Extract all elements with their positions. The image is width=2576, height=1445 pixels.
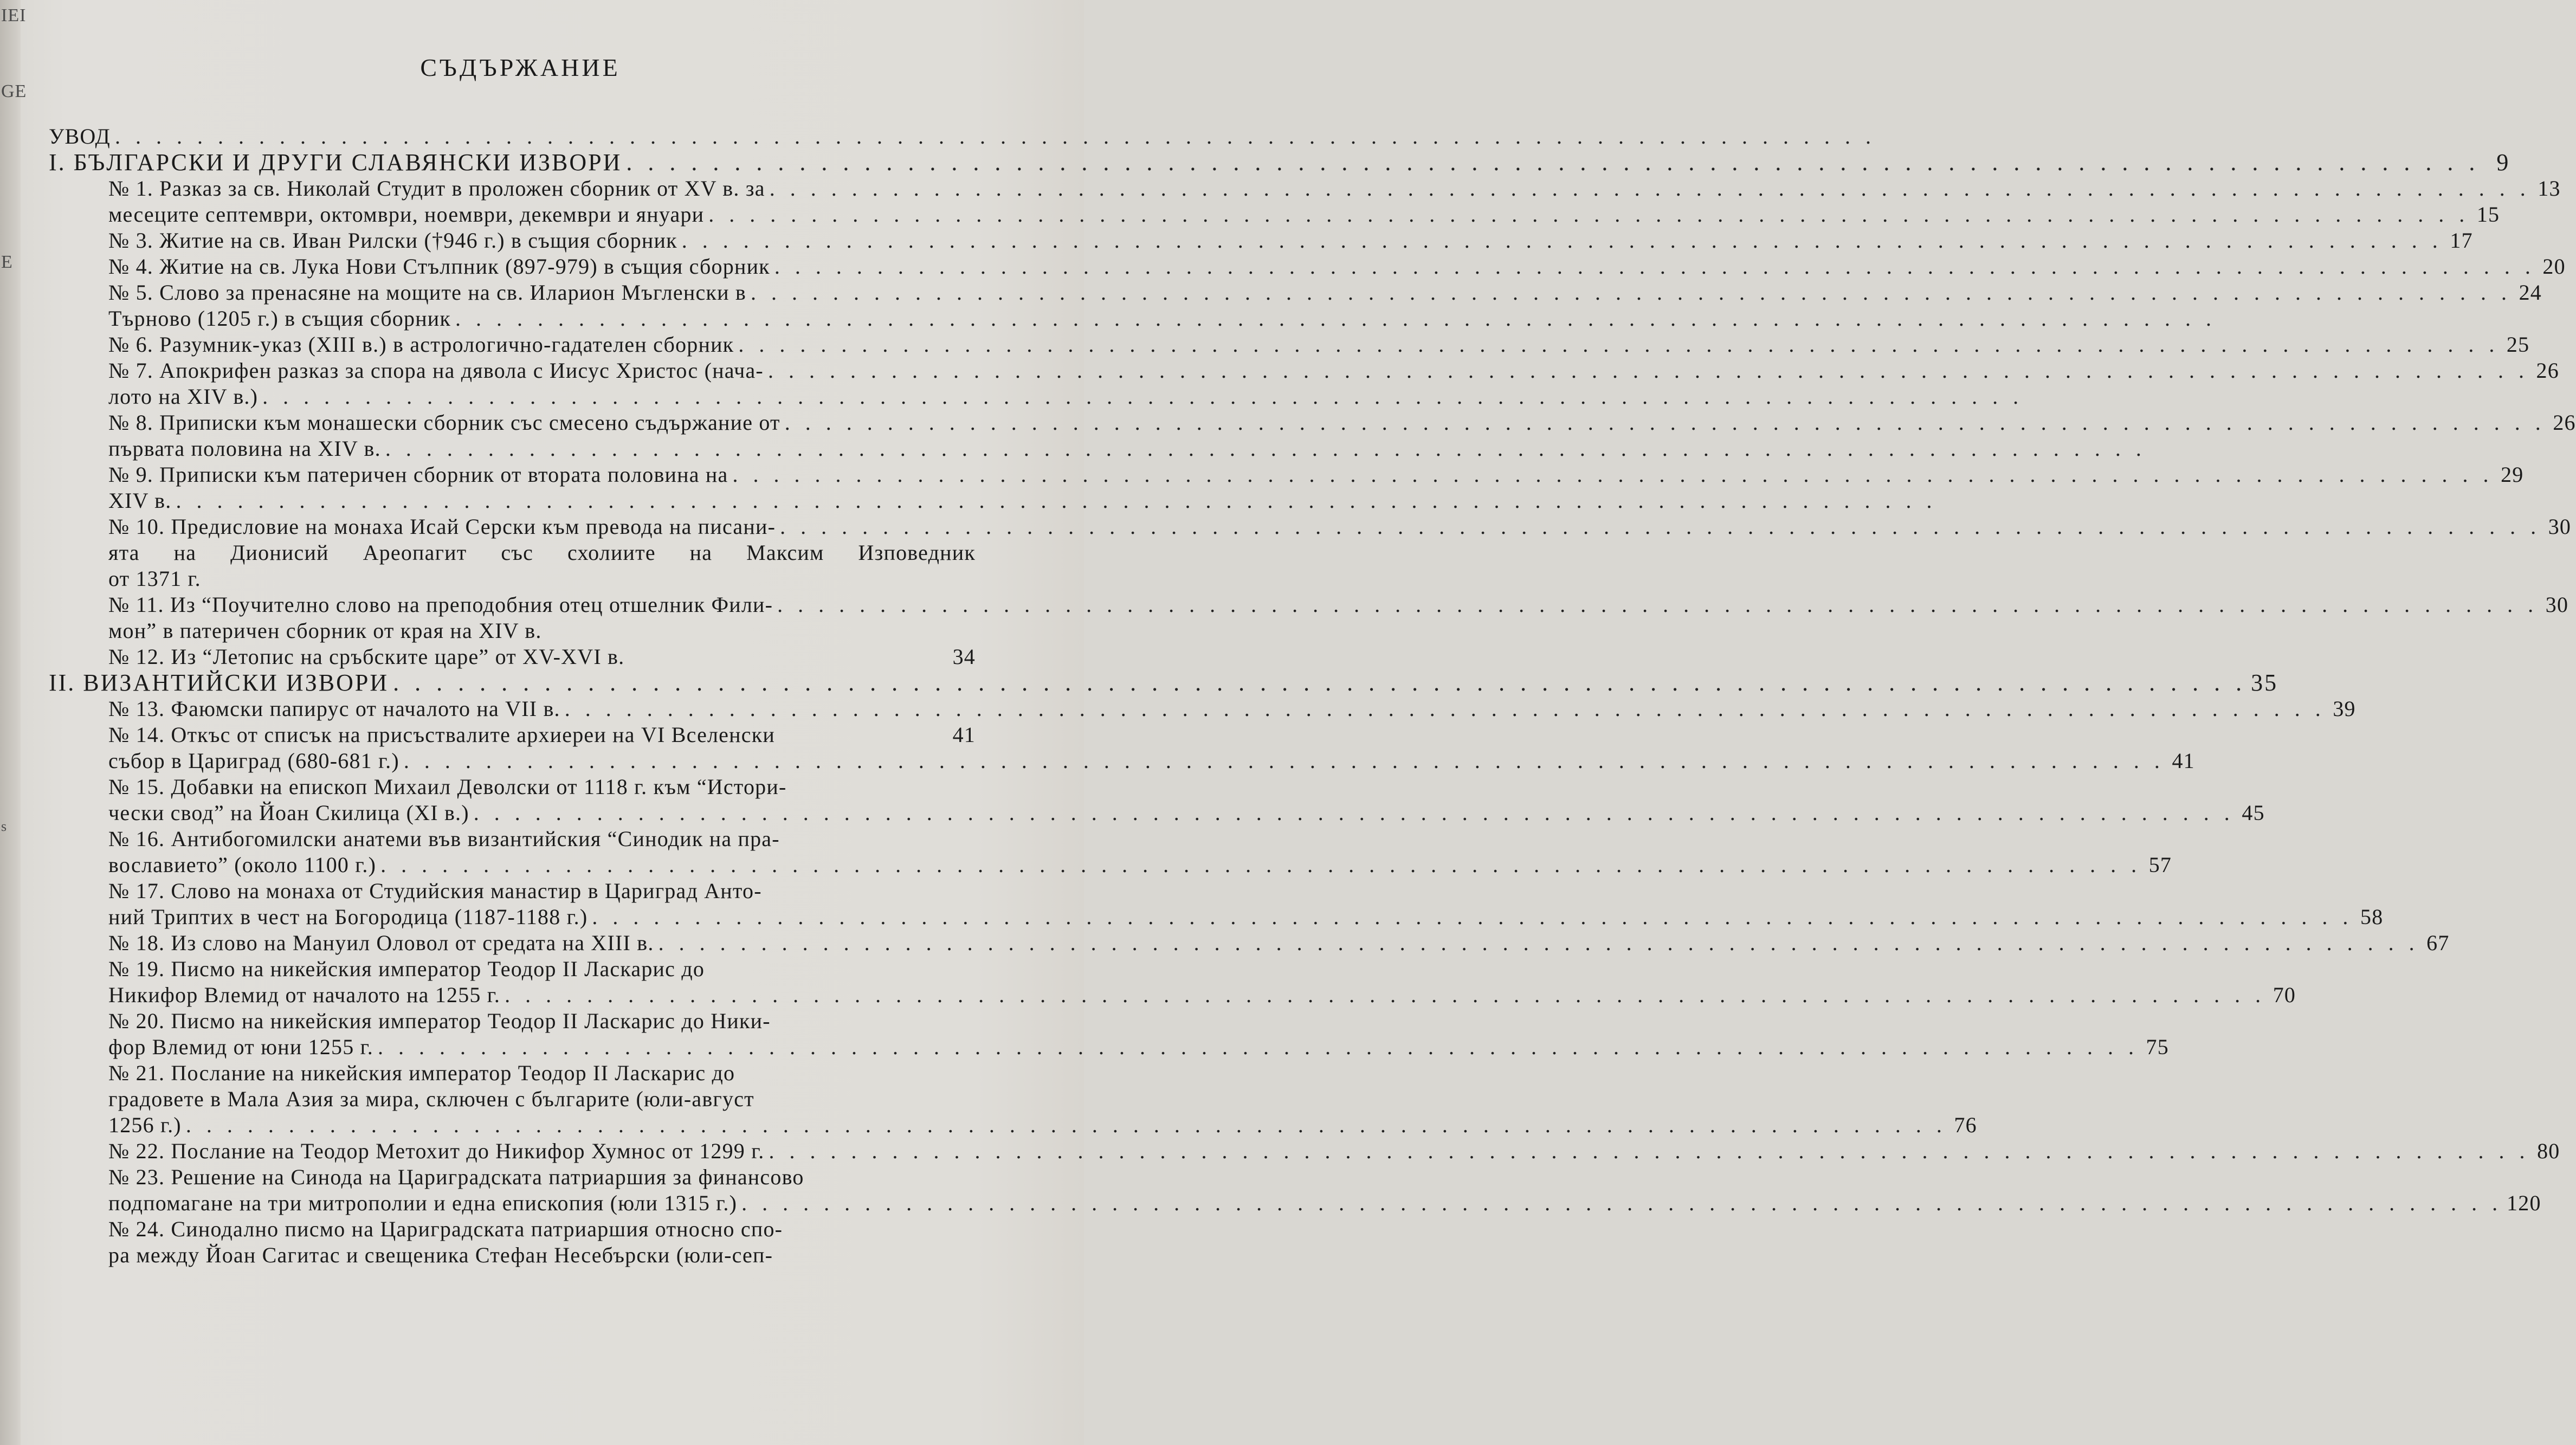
dot-leader: . . . . . . . . . . . . . . . . . . . . . . . . . . . . . . . . . . . . . . . . . . . . . . . . . . . . . . . . . . . . . . . . . . . . . . . . . . . . . . . . . . . . . . <box>262 384 2024 409</box>
toc-entry-text: № 20. Писмо на никейския император Теодор II Ласкарис до Ники- <box>108 1009 771 1033</box>
toc-page-number: 70 <box>2272 983 2296 1007</box>
toc-entry-text: № 23. Решение на Синода на Цариградската патриаршия за финансово <box>108 1165 804 1189</box>
adjacent-page-fragment: GE <box>1 81 27 101</box>
toc-entry-text: ята на Дионисий Ареопагит със схолиите на Максим Изповедник <box>108 540 976 565</box>
toc-entry-text: I. БЪЛГАРСКИ И ДРУГИ СЛАВЯНСКИ ИЗВОРИ <box>49 149 622 176</box>
toc-entry <box>38 644 976 670</box>
toc-page-number: 15 <box>2476 202 2500 227</box>
toc-entry-text: ний Триптих в чест на Богородица (1187-1188 г.) <box>108 905 588 929</box>
toc-entry-text: вославието” (около 1100 г.) <box>108 853 377 877</box>
dot-leader: . . . . . . . . . . . . . . . . . . . . . . . . . . . . . . . . . . . . . . . . . . . . . . . . . . . . . . . . . . . . . . . . . . . . . . . . . . . . . . . . . . . . . . <box>658 931 2419 955</box>
toc-entry <box>38 149 2510 176</box>
toc-entry <box>38 800 2265 826</box>
toc-page-number: 29 <box>2501 462 2524 487</box>
toc-page-number: 30 <box>2545 592 2569 617</box>
dot-leader: . . . . . . . . . . . . . . . . . . . . . . . . . . . . . . . . . . . . . . . . . . . . . . . . . . . . . . . . . . . . . . . . . . . . . . . . . . . . . . . . . . . . . . <box>403 749 2165 773</box>
toc-entry-text: № 19. Писмо на никейския император Теодор II Ласкарис до <box>108 957 705 981</box>
toc-page-number: 26 <box>2553 410 2576 435</box>
toc-page-number: 13 <box>2538 176 2561 201</box>
toc-entry <box>38 566 976 592</box>
dot-leader: . . . . . . . . . . . . . . . . . . . . . . . . . . . . . . . . . . . . . . . . . . . . . . . . . . . . . . . . . . . . . . . . . . . . . . . . . . . . . . . . . . . . . . <box>626 149 2480 176</box>
toc-entry-text: чески свод” на Йоан Скилица (XI в.) <box>108 801 469 825</box>
toc-entry-text: № 5. Слово за пренасяне на мощите на св. Иларион Мъгленски в <box>108 280 746 305</box>
dot-leader: . . . . . . . . . . . . . . . . . . . . . . . . . . . . . . . . . . . . . . . . . . . . . . . . . . . . . . . . . . . . . . . . . . . . . . . . . . . . . . . . . . . . . . <box>769 1139 2530 1163</box>
dot-leader: . . . . . . . . . . . . . . . . . . . . . . . . . . . . . . . . . . . . . . . . . . . . . . . . . . . . . . . . . . . . . . . . . . . . . . . . . . . . . . . . . . . . . . <box>176 488 1937 513</box>
toc-entry <box>38 332 2530 358</box>
toc-entry <box>38 722 976 748</box>
toc-page-number: 25 <box>2506 332 2530 357</box>
toc-entry <box>38 930 2450 956</box>
dot-leader: . . . . . . . . . . . . . . . . . . . . . . . . . . . . . . . . . . . . . . . . . . . . . . . . . . . . . . . . . . . . . . . . . . . . . . . . . . . . . . . . . . . . . . <box>741 1191 2503 1215</box>
toc-entry <box>38 176 2561 202</box>
dot-leader: . . . . . . . . . . . . . . . . . . . . . . . . . . . . . . . . . . . . . . . . . . . . . . . . . . . . . . . . . . . . . . . . . . . . . . . . . . . . . . . . . . . . . . <box>393 669 2247 696</box>
toc-entry-text: № 7. Апокрифен разказ за спора на дявола с Иисус Христос (нача- <box>108 358 764 383</box>
toc-entry-text: № 21. Послание на никейския император Теодор II Ласкарис до <box>108 1061 735 1085</box>
toc-entry-text: № 6. Разумник-указ (XIII в.) в астрологично-гадателен сборник <box>108 332 734 357</box>
toc-entry <box>38 254 2566 280</box>
toc-entry-text: XIV в. <box>108 488 172 513</box>
dot-leader: . . . . . . . . . . . . . . . . . . . . . . . . . . . . . . . . . . . . . . . . . . . . . . . . . . . . . . . . . . . . . . . . . . . . . . . . . . . . . . . . . . . . . . <box>708 202 2470 227</box>
toc-entry-text: подпомагане на три митрополии и една епископия (юли 1315 г.) <box>108 1191 738 1215</box>
toc-entry <box>38 1034 2169 1060</box>
toc-entry-text: № 1. Разказ за св. Николай Студит в проложен сборник от XV в. за <box>108 176 765 201</box>
table-of-contents <box>38 124 2576 1268</box>
toc-entry-text: Търново (1205 г.) в същия сборник <box>108 306 451 331</box>
toc-entry-text: № 3. Житие на св. Иван Рилски (†946 г.) в същия сборник <box>108 228 677 253</box>
toc-page-number: 57 <box>2148 853 2172 877</box>
toc-entry-text: от 1371 г. <box>108 566 201 591</box>
toc-entry <box>38 696 2356 722</box>
toc-entry-text: № 8. Приписки към монашески сборник със смесено съдържание от <box>108 410 780 435</box>
toc-entry <box>38 982 2296 1008</box>
dot-leader: . . . . . . . . . . . . . . . . . . . . . . . . . . . . . . . . . . . . . . . . . . . . . . . . . . . . . . . . . . . . . . . . . . . . . . . . . . . . . . . . . . . . . . <box>455 306 2217 331</box>
toc-entry <box>38 1190 2541 1216</box>
toc-entry-text: лото на XIV в.) <box>108 384 259 409</box>
toc-page-number: 20 <box>2542 254 2566 279</box>
toc-entry-text: № 24. Синодално писмо на Цариградската патриаршия относно спо- <box>108 1217 783 1241</box>
dot-leader: . . . . . . . . . . . . . . . . . . . . . . . . . . . . . . . . . . . . . . . . . . . . . . . . . . . . . . . . . . . . . . . . . . . . . . . . . . . . . . . . . . . . . . <box>777 592 2539 617</box>
toc-entry <box>38 384 2024 410</box>
toc-page-number: 35 <box>2251 669 2278 696</box>
toc-entry <box>38 1216 976 1242</box>
adjacent-page-fragment: E <box>1 252 13 272</box>
toc-entry <box>38 306 2217 332</box>
toc-page-number: 41 <box>2172 749 2195 773</box>
toc-entry <box>38 462 2524 488</box>
toc-entry-text: мон” в патеричен сборник от края на XIV в. <box>108 618 542 643</box>
toc-page-number: 75 <box>2146 1035 2169 1059</box>
toc-entry <box>38 1242 976 1268</box>
toc-entry <box>38 1138 2560 1164</box>
toc-entry-text: № 14. Откъс от списък на присъствалите архиереи на VI Вселенски <box>108 722 775 747</box>
toc-entry <box>38 669 2278 696</box>
toc-page-number: 76 <box>1954 1113 1977 1137</box>
toc-entry-text: Никифор Влемид от началото на 1255 г. <box>108 983 501 1007</box>
toc-entry <box>38 1008 976 1034</box>
toc-page-number: 30 <box>2548 514 2572 539</box>
toc-entry-text: II. ВИЗАНТИЙСКИ ИЗВОРИ <box>49 669 389 696</box>
adjacent-page-fragment: s <box>1 818 8 834</box>
adjacent-page-edge <box>0 0 27 1445</box>
toc-entry <box>38 592 2569 618</box>
dot-leader: . . . . . . . . . . . . . . . . . . . . . . . . . . . . . . . . . . . . . . . . . . . . . . . . . . . . . . . . . . . . . . . . . . . . . . . . . . . . . . . . . . . . . . <box>592 905 2353 929</box>
dot-leader: . . . . . . . . . . . . . . . . . . . . . . . . . . . . . . . . . . . . . . . . . . . . . . . . . . . . . . . . . . . . . . . . . . . . . . . . . . . . . . . . . . . . . . <box>380 853 2142 877</box>
toc-entry <box>38 956 976 982</box>
toc-entry-text: ра между Йоан Сагитас и свещеника Стефан Несебърски (юли-сеп- <box>108 1243 773 1267</box>
toc-entry <box>38 904 2384 930</box>
contents-heading: СЪДЪРЖАНИЕ <box>420 54 621 81</box>
toc-entry <box>38 358 2559 384</box>
dot-leader: . . . . . . . . . . . . . . . . . . . . . . . . . . . . . . . . . . . . . . . . . . . . . . . . . . . . . . . . . . . . . . . . . . . . . . . . . . . . . . . . . . . . . . <box>750 280 2512 305</box>
toc-page-number: 26 <box>2536 358 2559 383</box>
toc-entry-text: № 22. Послание на Теодор Метохит до Никифор Хумнос от 1299 г. <box>108 1139 765 1163</box>
toc-entry-text: № 10. Предисловие на монаха Исай Серски към превода на писани- <box>108 514 776 539</box>
toc-entry-text: № 12. Из “Летопис на сръбските царе” от XV-XVI в. <box>108 644 625 669</box>
toc-entry <box>38 774 976 800</box>
toc-page-number: 120 <box>2507 1191 2541 1215</box>
toc-entry-text: № 11. Из “Поучително слово на преподобния отец отшелник Фили- <box>108 592 773 617</box>
dot-leader: . . . . . . . . . . . . . . . . . . . . . . . . . . . . . . . . . . . . . . . . . . . . . . . . . . . . . . . . . . . . . . . . . . . . . . . . . . . . . . . . . . . . . . <box>774 254 2535 279</box>
dot-leader: . . . . . . . . . . . . . . . . . . . . . . . . . . . . . . . . . . . . . . . . . . . . . . . . . . . . . . . . . . . . . . . . . . . . . . . . . . . . . . . . . . . . . . <box>114 124 1876 149</box>
toc-entry <box>38 852 2172 878</box>
toc-entry <box>38 1164 976 1190</box>
toc-page-number: 67 <box>2426 931 2450 955</box>
toc-page-number: 80 <box>2537 1139 2560 1163</box>
toc-entry-text: № 16. Антибогомилски анатеми във византийския “Синодик на пра- <box>108 827 780 851</box>
dot-leader: . . . . . . . . . . . . . . . . . . . . . . . . . . . . . . . . . . . . . . . . . . . . . . . . . . . . . . . . . . . . . . . . . . . . . . . . . . . . . . . . . . . . . . <box>732 462 2494 487</box>
toc-page-number: 9 <box>2496 149 2510 176</box>
toc-entry-text: № 13. Фаюмски папирус от началото на VII в. <box>108 696 560 721</box>
toc-entry <box>38 618 976 644</box>
toc-page-number: 39 <box>2333 696 2356 721</box>
toc-entry-text: 1256 г.) <box>108 1113 182 1137</box>
toc-entry-text: събор в Цариград (680-681 г.) <box>108 749 399 773</box>
toc-page-number: 45 <box>2242 801 2265 825</box>
dot-leader: . . . . . . . . . . . . . . . . . . . . . . . . . . . . . . . . . . . . . . . . . . . . . . . . . . . . . . . . . . . . . . . . . . . . . . . . . . . . . . . . . . . . . . <box>377 1035 2139 1059</box>
dot-leader: . . . . . . . . . . . . . . . . . . . . . . . . . . . . . . . . . . . . . . . . . . . . . . . . . . . . . . . . . . . . . . . . . . . . . . . . . . . . . . . . . . . . . . <box>784 410 2546 435</box>
toc-entry <box>38 410 2576 436</box>
toc-entry <box>38 540 976 566</box>
dot-leader: . . . . . . . . . . . . . . . . . . . . . . . . . . . . . . . . . . . . . . . . . . . . . . . . . . . . . . . . . . . . . . . . . . . . . . . . . . . . . . . . . . . . . . <box>564 696 2326 721</box>
dot-leader: . . . . . . . . . . . . . . . . . . . . . . . . . . . . . . . . . . . . . . . . . . . . . . . . . . . . . . . . . . . . . . . . . . . . . . . . . . . . . . . . . . . . . . <box>769 176 2530 201</box>
toc-entry <box>38 228 2473 254</box>
toc-entry-text: УВОД <box>49 124 111 149</box>
toc-entry <box>38 436 2146 462</box>
toc-page-number: 34 <box>952 644 976 669</box>
toc-entry <box>38 280 2542 306</box>
toc-page-number: 17 <box>2450 228 2473 253</box>
dot-leader: . . . . . . . . . . . . . . . . . . . . . . . . . . . . . . . . . . . . . . . . . . . . . . . . . . . . . . . . . . . . . . . . . . . . . . . . . . . . . . . . . . . . . . <box>185 1113 1947 1137</box>
toc-entry-text: № 4. Житие на св. Лука Нови Стълпник (897-979) в същия сборник <box>108 254 770 279</box>
toc-page-number: 58 <box>2360 905 2384 929</box>
toc-entry <box>38 826 976 852</box>
toc-entry <box>38 878 976 904</box>
dot-leader: . . . . . . . . . . . . . . . . . . . . . . . . . . . . . . . . . . . . . . . . . . . . . . . . . . . . . . . . . . . . . . . . . . . . . . . . . . . . . . . . . . . . . . <box>780 514 2541 539</box>
toc-page-number: 41 <box>952 722 976 747</box>
toc-entry <box>38 1060 976 1086</box>
dot-leader: . . . . . . . . . . . . . . . . . . . . . . . . . . . . . . . . . . . . . . . . . . . . . . . . . . . . . . . . . . . . . . . . . . . . . . . . . . . . . . . . . . . . . . <box>505 983 2266 1007</box>
toc-entry <box>38 1086 976 1112</box>
dot-leader: . . . . . . . . . . . . . . . . . . . . . . . . . . . . . . . . . . . . . . . . . . . . . . . . . . . . . . . . . . . . . . . . . . . . . . . . . . . . . . . . . . . . . . <box>681 228 2443 253</box>
toc-entry-text: месеците септември, октомври, ноември, декември и януари <box>108 202 705 227</box>
dot-leader: . . . . . . . . . . . . . . . . . . . . . . . . . . . . . . . . . . . . . . . . . . . . . . . . . . . . . . . . . . . . . . . . . . . . . . . . . . . . . . . . . . . . . . <box>473 801 2235 825</box>
toc-entry <box>38 748 2195 774</box>
toc-entry <box>38 124 1876 150</box>
toc-entry-text: № 17. Слово на монаха от Студийския манастир в Цариград Анто- <box>108 879 762 903</box>
toc-entry-text: № 18. Из слово на Мануил Оловол от средата на XIII в. <box>108 931 654 955</box>
toc-entry <box>38 202 2500 228</box>
toc-entry-text: първата половина на XIV в. <box>108 436 381 461</box>
dot-leader: . . . . . . . . . . . . . . . . . . . . . . . . . . . . . . . . . . . . . . . . . . . . . . . . . . . . . . . . . . . . . . . . . . . . . . . . . . . . . . . . . . . . . . <box>767 358 2529 383</box>
toc-entry-text: № 15. Добавки на епископ Михаил Деволски от 1118 г. към “Истори- <box>108 775 787 799</box>
toc-entry <box>38 488 1937 514</box>
adjacent-page-fragment: IEI <box>1 5 27 25</box>
toc-entry <box>38 1112 1977 1138</box>
dot-leader: . . . . . . . . . . . . . . . . . . . . . . . . . . . . . . . . . . . . . . . . . . . . . . . . . . . . . . . . . . . . . . . . . . . . . . . . . . . . . . . . . . . . . . <box>385 436 2146 461</box>
toc-entry-text: № 9. Приписки към патеричен сборник от втората половина на <box>108 462 728 487</box>
dot-leader: . . . . . . . . . . . . . . . . . . . . . . . . . . . . . . . . . . . . . . . . . . . . . . . . . . . . . . . . . . . . . . . . . . . . . . . . . . . . . . . . . . . . . . <box>738 332 2500 357</box>
toc-entry <box>38 514 2572 540</box>
toc-entry-text: фор Влемид от юни 1255 г. <box>108 1035 373 1059</box>
toc-entry-text: градовете в Мала Азия за мира, сключен с българите (юли-август <box>108 1087 754 1111</box>
toc-page-number: 24 <box>2519 280 2542 305</box>
